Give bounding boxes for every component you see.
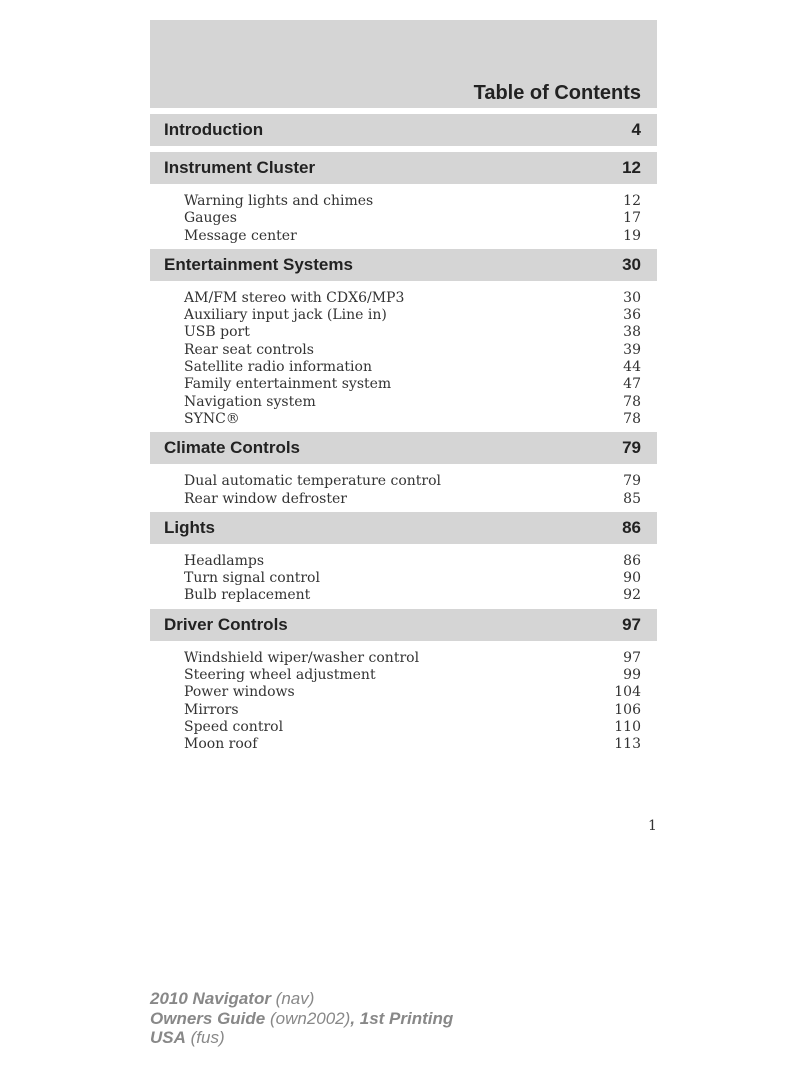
toc-section bbox=[150, 432, 657, 508]
entry-page: 110 bbox=[614, 718, 641, 735]
section-header[interactable] bbox=[150, 512, 657, 544]
entry-label: Rear seat controls bbox=[184, 341, 314, 358]
section-entries bbox=[150, 281, 657, 428]
entry-page: 85 bbox=[623, 490, 641, 507]
footer-region-code: (fus) bbox=[185, 1028, 225, 1047]
entry-page: 36 bbox=[623, 307, 641, 324]
footer-model: 2010 Navigator bbox=[150, 989, 271, 1008]
entry-label: Moon roof bbox=[184, 736, 258, 753]
toc-entry[interactable] bbox=[184, 719, 641, 736]
entry-label: USB port bbox=[184, 324, 250, 341]
section-header[interactable] bbox=[150, 152, 657, 184]
toc-entry[interactable] bbox=[184, 491, 641, 508]
entry-label: Power windows bbox=[184, 684, 295, 701]
toc-entry[interactable] bbox=[184, 473, 641, 490]
entry-label: Dual automatic temperature control bbox=[184, 473, 442, 490]
footer-guide: Owners Guide bbox=[150, 1008, 266, 1028]
section-page: 30 bbox=[622, 254, 641, 274]
toc-section bbox=[150, 249, 657, 428]
toc-entry[interactable] bbox=[184, 702, 641, 719]
entry-label: Steering wheel adjustment bbox=[184, 667, 376, 684]
section-title: Instrument Cluster bbox=[164, 158, 316, 177]
footer-line-1 bbox=[150, 989, 453, 1009]
footer-printing: , 1st Printing bbox=[350, 1008, 454, 1028]
entry-page: 44 bbox=[623, 359, 641, 376]
entry-page: 30 bbox=[623, 289, 641, 306]
toc-entry[interactable] bbox=[184, 587, 641, 604]
toc-section bbox=[150, 114, 657, 146]
entry-label: Message center bbox=[184, 227, 297, 244]
entry-label: Navigation system bbox=[184, 393, 316, 410]
entry-label: Bulb replacement bbox=[184, 587, 311, 604]
footer-line-3 bbox=[150, 1028, 453, 1048]
footer bbox=[150, 989, 453, 1048]
section-title: Entertainment Systems bbox=[164, 254, 353, 274]
section-title: Introduction bbox=[164, 120, 264, 139]
entry-page: 113 bbox=[614, 736, 641, 753]
toc-entry[interactable] bbox=[184, 324, 641, 341]
section-title: Climate Controls bbox=[164, 438, 301, 458]
section-title: Driver Controls bbox=[164, 614, 288, 634]
entry-page: 104 bbox=[614, 684, 641, 701]
entry-page: 90 bbox=[623, 570, 641, 587]
footer-region: USA bbox=[150, 1028, 186, 1047]
footer-guide-code: (own2002) bbox=[265, 1008, 351, 1028]
entry-page: 92 bbox=[623, 587, 641, 604]
entry-label: Family entertainment system bbox=[184, 376, 392, 393]
entry-label: Warning lights and chimes bbox=[184, 193, 374, 209]
entry-label: Headlamps bbox=[184, 552, 265, 569]
toc-entry[interactable] bbox=[184, 553, 641, 570]
section-header[interactable] bbox=[150, 114, 657, 146]
entry-page: 38 bbox=[623, 324, 641, 341]
table-of-contents bbox=[150, 114, 657, 758]
toc-section bbox=[150, 512, 657, 605]
entry-page: 78 bbox=[623, 393, 641, 410]
entry-page: 106 bbox=[614, 701, 641, 718]
toc-entry[interactable] bbox=[184, 228, 641, 245]
section-entries bbox=[150, 641, 657, 754]
toc-entry[interactable] bbox=[184, 667, 641, 684]
entry-label: Mirrors bbox=[184, 701, 239, 718]
entry-label: SYNC® bbox=[184, 410, 240, 427]
toc-entry[interactable] bbox=[184, 210, 641, 227]
page-number: 1 bbox=[648, 818, 657, 834]
section-header[interactable] bbox=[150, 249, 657, 281]
toc-entry[interactable] bbox=[184, 736, 641, 753]
entry-label: Auxiliary input jack (Line in) bbox=[184, 307, 387, 324]
section-page: 12 bbox=[622, 158, 641, 177]
toc-entry[interactable] bbox=[184, 394, 641, 411]
toc-section bbox=[150, 152, 657, 245]
entry-page: 86 bbox=[623, 552, 641, 569]
section-page: 86 bbox=[622, 517, 641, 537]
toc-entry[interactable] bbox=[184, 376, 641, 393]
section-header[interactable] bbox=[150, 609, 657, 641]
header-band bbox=[150, 20, 657, 108]
entry-page: 78 bbox=[623, 410, 641, 427]
section-entries bbox=[150, 184, 657, 245]
toc-entry[interactable] bbox=[184, 411, 641, 428]
section-page: 97 bbox=[622, 614, 641, 634]
section-entries bbox=[150, 544, 657, 605]
toc-section bbox=[150, 609, 657, 754]
section-page: 79 bbox=[622, 438, 641, 458]
entry-page: 17 bbox=[623, 210, 641, 227]
toc-entry[interactable] bbox=[184, 342, 641, 359]
page-title: Table of Contents bbox=[473, 82, 641, 104]
entry-label: Turn signal control bbox=[184, 570, 320, 587]
entry-page: 12 bbox=[623, 193, 641, 209]
toc-entry[interactable] bbox=[184, 570, 641, 587]
entry-label: Speed control bbox=[184, 718, 284, 735]
toc-entry[interactable] bbox=[184, 359, 641, 376]
entry-page: 97 bbox=[623, 649, 641, 666]
entry-page: 79 bbox=[623, 473, 641, 490]
entry-label: Gauges bbox=[184, 210, 237, 227]
entry-page: 99 bbox=[623, 667, 641, 684]
section-header[interactable] bbox=[150, 432, 657, 464]
toc-entry[interactable] bbox=[184, 684, 641, 701]
entry-page: 47 bbox=[623, 376, 641, 393]
section-page: 4 bbox=[631, 120, 641, 139]
entry-label: AM/FM stereo with CDX6/MP3 bbox=[184, 289, 405, 306]
entry-label: Windshield wiper/washer control bbox=[184, 649, 420, 666]
section-entries bbox=[150, 464, 657, 508]
footer-model-code: (nav) bbox=[270, 989, 315, 1008]
entry-label: Satellite radio information bbox=[184, 359, 372, 376]
entry-page: 39 bbox=[623, 341, 641, 358]
toc-entry[interactable] bbox=[184, 650, 641, 667]
entry-page: 19 bbox=[623, 227, 641, 244]
toc-entry[interactable] bbox=[184, 307, 641, 324]
toc-entry[interactable] bbox=[184, 290, 641, 307]
footer-line-2 bbox=[150, 1009, 453, 1029]
section-title: Lights bbox=[164, 517, 215, 537]
toc-entry[interactable] bbox=[184, 193, 641, 210]
entry-label: Rear window defroster bbox=[184, 490, 347, 507]
